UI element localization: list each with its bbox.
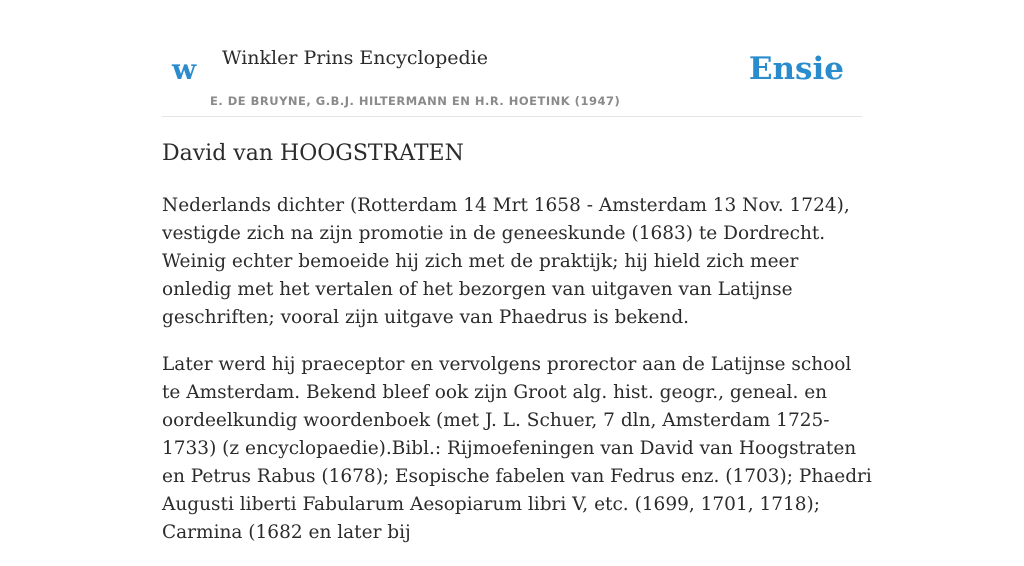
- authors-line: E. DE BRUYNE, G.B.J. HILTERMANN EN H.R. HOETINK (1947): [210, 94, 621, 108]
- entry-content: [162, 192, 872, 566]
- winkler-prins-logo[interactable]: w: [172, 53, 197, 86]
- entry-paragraph: Nederlands dichter (Rotterdam 14 Mrt 1658 - Amsterdam 13 Nov. 1724), vestigde zich na zijn promotie in de geneeskunde (1683) te Dordrecht. Weinig echter bemoeide hij zich met de praktijk; hij hield zich meer onledig met het vertalen of het bezorgen van uitgaven van Latijnse geschriften; vooral zijn uitgave van Phaedrus is bekend.: [162, 195, 850, 328]
- entry-title: David van HOOGSTRATEN: [162, 141, 464, 166]
- ensie-logo[interactable]: Ensie: [748, 51, 844, 87]
- site-header: [162, 40, 862, 117]
- entry-paragraph: Later werd hij praeceptor en vervolgens prorector aan de Latijnse school te Amsterdam. Bekend bleef ook zijn Groot alg. hist. geogr., geneal. en oordeelkundig woordenboek (met J. L. Schuer, 7 dln, Amsterdam 1725-1733) (z encyclopaedie).Bibl.: Rijmoefeningen van David van Hoogstraten en Petrus Rabus (1678); Esopische fabelen van Fedrus enz. (1703); Phaedri Augusti liberti Fabularum Aesopiarum libri V, etc. (1699, 1701, 1718); Carmina (1682 en later bij: [162, 354, 872, 543]
- site-title-link[interactable]: Winkler Prins Encyclopedie: [222, 47, 488, 69]
